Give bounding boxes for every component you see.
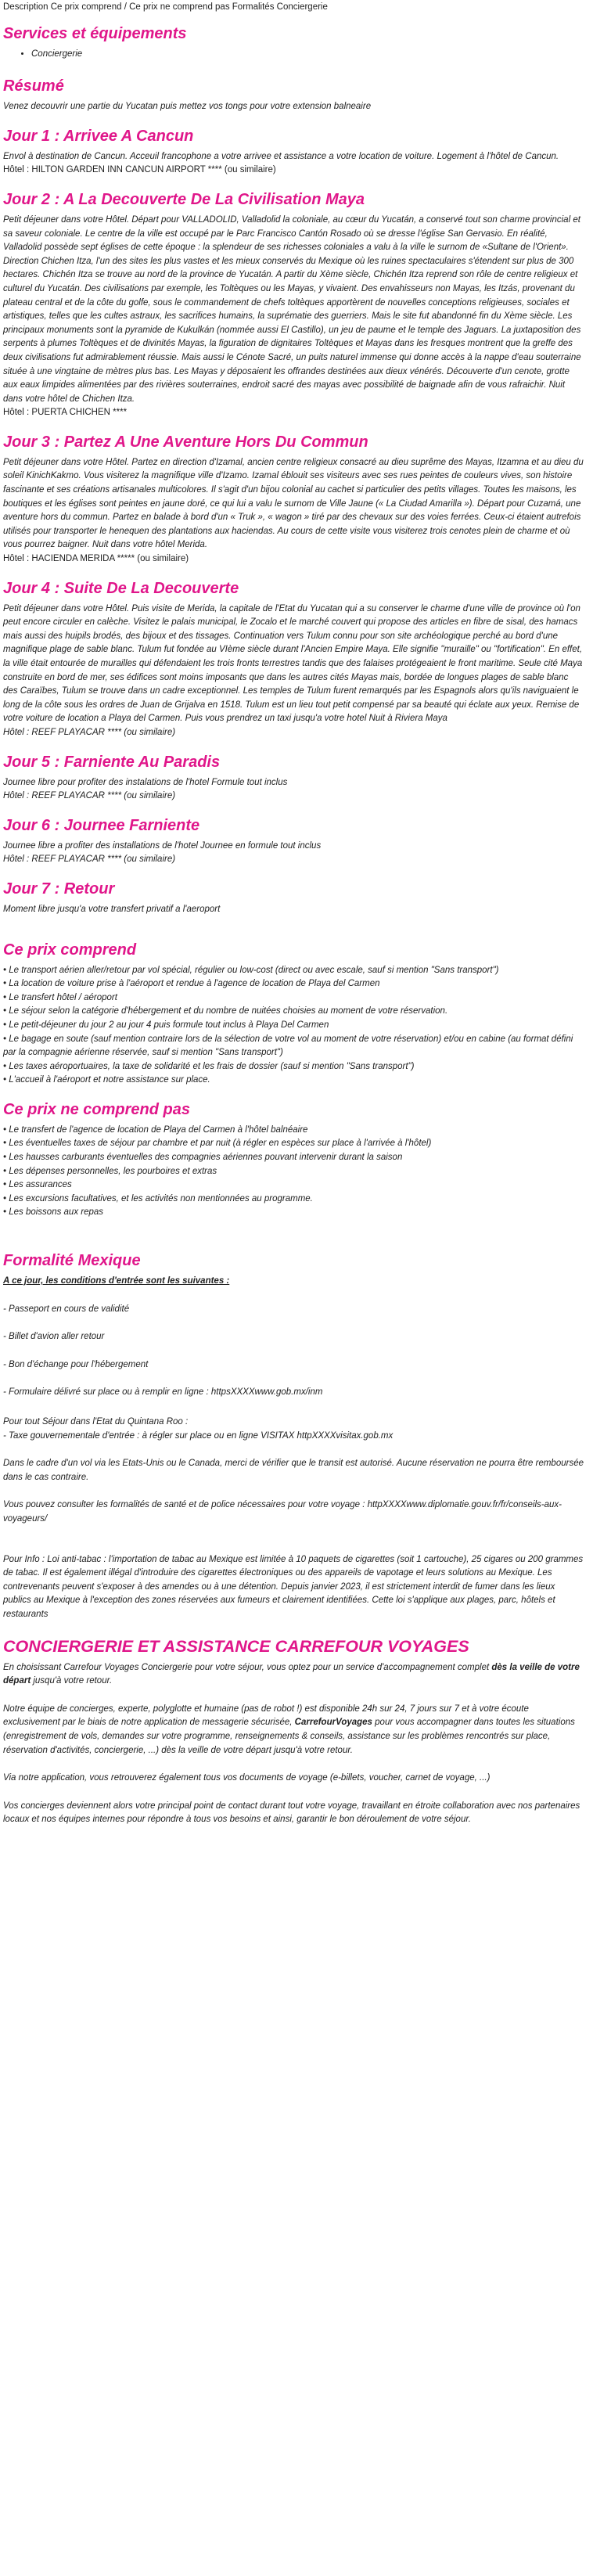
day-1 [3, 127, 584, 178]
included-item: • Le petit-déjeuner du jour 2 au jour 4 puis formule tout inclus à Playa Del Carmen [3, 1020, 329, 1030]
formalities-item: - Formulaire délivré sur place ou à remplir en ligne : httpsXXXXwww.gob.mx/inm [3, 1387, 323, 1398]
day-4 [3, 579, 584, 740]
day-4-hotel: Hôtel : REEF PLAYACAR **** (ou similaire) [3, 727, 176, 737]
formalities-intro: A ce jour, les conditions d'entrée sont les suivantes : [3, 1276, 230, 1286]
tab-included[interactable]: Ce prix comprend [50, 2, 122, 12]
day-3-hotel: Hôtel : HACIENDA MERIDA ***** (ou similaire) [3, 554, 189, 564]
concierge-p2: Notre équipe de concierges, experte, polyglotte et humaine (pas de robot !) est disponible 24h sur 24, 7 jours sur 7 et à votre écoute exclusivement par le biais de notre application de messagerie sécurisée, CarrefourVoyages pour vous accompagner dans toutes les situations (enregistrement de vols, demandes sur votre programme, renseignements & conseils, assistance sur les problèmes rencontrés sur place, réservation d'activités, conciergerie, ...) dès la veille de votre départ jusqu'à votre retour. [3, 1704, 575, 1755]
services-title: Services et équipements [3, 24, 187, 42]
included-item: • Le transport aérien aller/retour par vol spécial, régulier ou low-cost (direct ou avec escale, sauf si mention "Sans transport") [3, 965, 499, 975]
excluded-list [3, 1124, 584, 1220]
concierge-p1: En choisissant Carrefour Voyages Conciergerie pour votre séjour, vous optez pour un service d'accompagnement complet dès la veille de votre départ jusqu'à votre retour. [3, 1662, 580, 1686]
day-5-text: Journee libre pour profiter des instalations de l'hotel Formule tout inclus [3, 777, 288, 787]
services-item: • Conciergerie [31, 48, 584, 62]
day-3-title: Jour 3 : Partez A Une Aventure Hors Du Commun [3, 433, 368, 451]
day-2-title: Jour 2 : A La Decouverte De La Civilisation Maya [3, 190, 365, 208]
day-6 [3, 816, 584, 867]
tab-excluded[interactable]: Ce prix ne comprend pas [129, 2, 230, 12]
day-7-title: Jour 7 : Retour [3, 880, 115, 898]
day-5-hotel: Hôtel : REEF PLAYACAR **** (ou similaire) [3, 791, 176, 801]
formalities-item: - Passeport en cours de validité [3, 1304, 130, 1314]
day-6-hotel: Hôtel : REEF PLAYACAR **** (ou similaire) [3, 854, 176, 865]
day-2-text: Petit déjeuner dans votre Hôtel. Départ pour VALLADOLID, Valladolid la coloniale, au cœur du Yucatán, a conservé tout son charme provincial et sa saveur coloniale. Le centre de la ville est occupé par le Parc Francisco Cantón Rosado où se dresse l'église San Gervasio. En réalité, Valladolid possède sept églises de cette époque : la splendeur de ses richesses coloniales a valu à la ville le surnom de «Sultane de l'Orient». Direction Chichen Itza, l'un des sites les plus vastes et les mieux conservés du Mexique où les ruines spectaculaires s'étendent sur plus de 300 hectares. Chichén Itza se trouve au nord de la province de Yucatán. A partir du Xème siècle, Chichén Itza reprend son rôle de centre religieux et culturel du Yucatán. Des civilisations par exemple, les Toltèques ou les Mayas, y vivaient. Des envahisseurs non Mayas, les Itzás, provenant du plateau central et de la côte du golfe, sous le commandement de chefs toltèques apportèrent de nouvelles conceptions religieuses, sociales et artistiques, telles que les cultes astraux, les sacrifices humains, la suprématie des guerriers. Mais le site fut abandonné fin du Xème siècle. Les principaux monuments sont la pyramide de Kukulkán (nommée aussi El Castillo), un jeu de paume et le temple des Jaguars. La juxtaposition des serpents à plumes Toltèques et de divinités Mayas, la figuration de dignitaires Toltèques et Mayas dans les fresques montrent que la greffe des deux civilisations fut admirablement réussie. Mais aussi le Cénote Sacré, un puits naturel immense qui donne accès à la nappe d'eau souterraine située à une vingtaine de mètres plus bas. Les Mayas y déposaient les offrandes destinées aux dieux vénérés. Découverte d'un cenote, grotte aux eaux limpides alimentées par des rivières souterraines, endroit sacré des mayas avec possibilité de baignade afin de vous rafraichir. Nuit dans votre hôtel de Chichen Itza. [3, 214, 581, 404]
excluded-item: • Le transfert de l'agence de location de Playa del Carmen à l'hôtel balnéaire [3, 1124, 308, 1135]
excluded-item: • Les assurances [3, 1180, 72, 1190]
tab-concierge[interactable]: Conciergerie [276, 2, 328, 12]
day-7-text: Moment libre jusqu'a votre transfert privatif a l'aeroport [3, 904, 221, 914]
excluded-item: • Les excursions facultatives, et les activités non mentionnées au programme. [3, 1193, 313, 1203]
included-item: • Le transfert hôtel / aéroport [3, 992, 117, 1002]
excluded-item: • Les boissons aux repas [3, 1207, 104, 1218]
day-1-hotel: Hôtel : HILTON GARDEN INN CANCUN AIRPORT **** (ou similaire) [3, 165, 276, 175]
quintana-roo-tax: - Taxe gouvernementale d'entrée : à régler sur place ou en ligne VISITAX httpXXXXvisitax.gob.mx [3, 1430, 394, 1441]
day-2 [3, 190, 584, 420]
page [0, 1, 587, 1865]
day-6-text: Journee libre a profiter des installations de l'hotel Journee en formule tout inclus [3, 840, 322, 851]
tab-description[interactable]: Description [3, 2, 49, 12]
day-1-title: Jour 1 : Arrivee A Cancun [3, 127, 194, 145]
day-3 [3, 433, 584, 567]
services-list [3, 48, 584, 62]
tab-formalities[interactable]: Formalités [232, 2, 275, 12]
resume-text: Venez decouvrir une partie du Yucatan puis mettez vos tongs pour votre extension balneaire [3, 102, 372, 112]
day-3-text: Petit déjeuner dans votre Hôtel. Partez en direction d'Izamal, ancien centre religieux consacré au dieu suprême des Mayas, Itzamna et au dieu du soleil KinichKakmo. Vous visiterez la magnifique ville d'Izamo. Izamal éblouit ses visiteurs avec ses rues peintes de couleurs vives, son histoire fascinante et ses créations artisanales multicolores. Il s'agit d'un bijou colonial au cachet si particulier des petits villages. Toutes les maisons, les boutiques et les églises sont peintes en jaune doré, ce qui lui a valu le surnom de Ville Jaune (« La Ciudad Amarilla »). Départ pour Cuzamá, une aventure hors du commun. Partez en balade à bord d'un « Truk », « wagon » tiré par des chevaux sur des voies ferrées. Ceux-ci étaient autrefois utilisés pour transporter le henequen des plantations aux haciendas. Au cours de cette visite vous visiterez trois cenotes plein de charme et où vous pourrez baigner. Nuit dans votre hôtel Merida. [3, 457, 584, 550]
day-2-hotel: Hôtel : PUERTA CHICHEN **** [3, 408, 128, 418]
resume-title: Résumé [3, 77, 64, 95]
section-tabs: Description Ce prix comprend / Ce prix ne comprend pas Formalités Conciergerie [3, 2, 328, 12]
included-list [3, 964, 584, 1088]
health-police-note: Vous pouvez consulter les formalités de santé et de police nécessaires pour votre voyage : httpXXXXwww.diplomatie.gouv.fr/fr/conseils-aux-voyageurs/ [3, 1500, 562, 1524]
excluded-item: • Les dépenses personnelles, les pourboires et extras [3, 1166, 217, 1176]
day-4-title: Jour 4 : Suite De La Decouverte [3, 579, 239, 597]
formalities-item: - Bon d'échange pour l'hébergement [3, 1359, 149, 1369]
day-5-title: Jour 5 : Farniente Au Paradis [3, 753, 221, 771]
day-6-title: Jour 6 : Journee Farniente [3, 816, 200, 834]
day-7 [3, 880, 584, 917]
tobacco-note: Pour Info : Loi anti-tabac : l'importation de tabac au Mexique est limitée à 10 paquets de cigarettes (soit 1 cartouche), 25 cigares ou 200 grammes de tabac. Il est également illégal d'introduire des cigarettes électroniques ou des appareils de vapotage et leurs solutions au Mexique. Les contrevenants peuvent s'exposer à des amendes ou à une détention. Depuis janvier 2023, il est strictement interdit de fumer dans les lieux publics au Mexique à l'exception des zones réservées aux fumeurs et clairement identifiées. Cette loi s'applique aux plages, parc, hôtels et restaurants [3, 1554, 584, 1619]
excluded-item: • Les éventuelles taxes de séjour par chambre et par nuit (à régler en espèces sur place à l'arrivée à l'hôtel) [3, 1139, 432, 1149]
concierge-title: CONCIERGERIE ET ASSISTANCE CARREFOUR VOYAGES [3, 1636, 469, 1656]
included-item: • L'accueil à l'aéroport et notre assistance sur place. [3, 1075, 210, 1085]
included-item: • Les taxes aéroportuaires, la taxe de solidarité et les frais de dossier (sauf si mention "Sans transport") [3, 1061, 415, 1071]
included-item: • Le bagage en soute (sauf mention contraire lors de la sélection de votre vol au moment de votre réservation) et/ou en cabine (au format défini par la compagnie aérienne réservée, sauf si mention "Sans transport") [3, 1034, 573, 1058]
included-title: Ce prix comprend [3, 941, 137, 959]
included-item: • Le séjour selon la catégorie d'hébergement et du nombre de nuitées choisies au moment de votre réservation. [3, 1006, 448, 1016]
transit-note: Dans le cadre d'un vol via les Etats-Unis ou le Canada, merci de vérifier que le transit est autorisé. Aucune réservation ne pourra être remboursée dans le cas contraire. [3, 1459, 584, 1482]
quintana-roo-block [3, 1416, 584, 1443]
quintana-roo-line: Pour tout Séjour dans l'Etat du Quintana Roo : [3, 1417, 189, 1427]
day-4-text: Petit déjeuner dans votre Hôtel. Puis visite de Merida, la capitale de l'Etat du Yucatan qui a su conserver le charme d'une ville de province où l'on peut encore circuler en calèche. Visitez le palais municipal, le Zocalo et le marché couvert qui propose des articles en fibre de sisal, des hamacs mais aussi des huipils brodés, des bijoux et des tissages. Continuation vers Tulum connu pour son site archéologique perché au bord d'une magnifique plage de sable blanc. Tulum fut fondée au VIème siècle durant l'Ancien Empire Maya. Elle signifie "muraille" ou "fortification". En effet, la ville était entourée de murailles qui défendaient les trois fronts terrestres tandis que des falaises protégeaient le front maritime. Seule cité Maya construite en bord de mer, ses édifices sont moins imposants que dans les autres cités Mayas mais, bordée de longues plages de sable blanc des Caraïbes, Tulum se trouve dans un cadre exceptionnel. Les temples de Tulum furent remarqués par les Espagnols alors qu'ils naviguaient le long de la côte sous les ordres de Juan de Grijalva en 1518. Tulum est un lieu tout petit compensé par sa beauté qui éclate aux yeux. Remise de votre voiture de location a Playa del Carmen. Puis vous prendrez un taxi jusqu'a votre hotel Nuit à Riviera Maya [3, 603, 583, 724]
day-1-text: Envol à destination de Cancun. Acceuil francophone a votre arrivee et assistance a votre location de voiture. Logement à l'hôtel de Cancun. [3, 151, 559, 161]
day-5 [3, 753, 584, 804]
excluded-title: Ce prix ne comprend pas [3, 1100, 190, 1118]
included-item: • La location de voiture prise à l'aéroport et rendue à l'agence de location de Playa del Carmen [3, 979, 380, 989]
concierge-p4: Vos concierges deviennent alors votre principal point de contact durant tout votre voyage, travaillant en étroite collaboration avec nos partenaires locaux et nos équipes internes pour répondre à tous vos besoins et ainsi, garantir le bon déroulement de votre séjour. [3, 1801, 580, 1825]
formalities-title: Formalité Mexique [3, 1252, 141, 1270]
formalities-item: - Billet d'avion aller retour [3, 1332, 105, 1342]
concierge-p3: Via notre application, vous retrouverez également tous vos documents de voyage (e-billets, voucher, carnet de voyage, ...) [3, 1773, 491, 1783]
excluded-item: • Les hausses carburants éventuelles des compagnies aériennes pouvant intervenir durant la saison [3, 1153, 403, 1163]
